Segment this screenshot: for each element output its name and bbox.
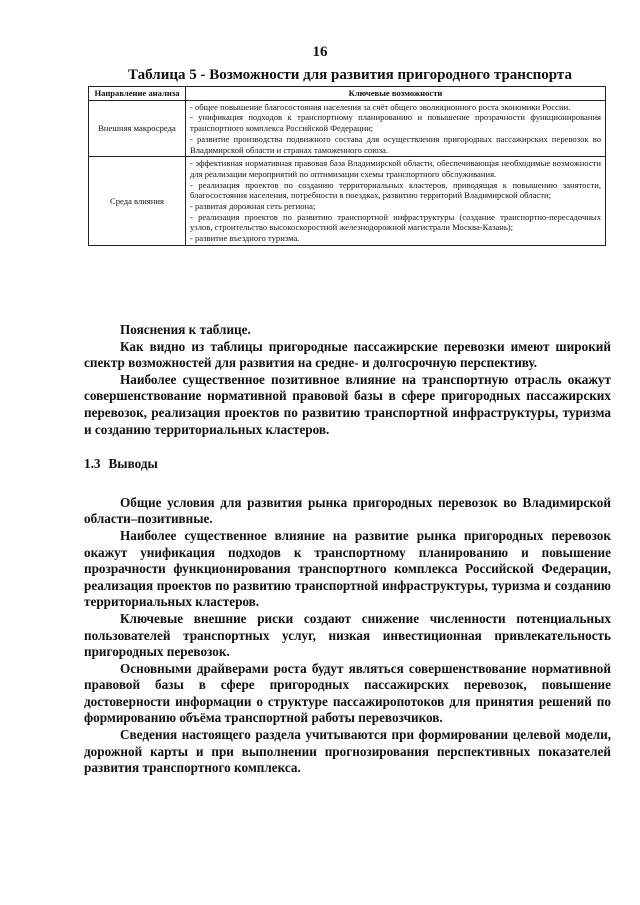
opportunities-table [88,86,606,246]
explanation-paragraph: Наиболее существенное позитивное влияние на транспортную отрасль окажут совершенствование нормативной правовой базы в сфере пригородных пассажирских перевозок, реализация проектов по развитию транспортной инфраструктуры, туризма и созданию территориальных кластеров. [84,371,611,437]
row-opportunities [186,157,606,246]
explanation-paragraph: Как видно из таблицы пригородные пассажирские перевозки имеют широкий спектр возможностей для развития на средне- и долгосрочную перспективу. [84,338,611,371]
section-heading [84,456,611,473]
row-direction: Среда влияния [89,157,186,246]
table-caption: Таблица 5 - Возможности для развития пригородного транспорта [128,67,572,83]
list-item: - эффективная нормативная правовая база Владимирской области, обеспечивающая необходимые возможности для реализации мероприятий по оптимизации схемы транспортного обслуживания. [190,158,601,179]
list-item: - унификация подходов к транспортному планированию и повышение прозрачности функционирования транспортного комплекса Российской Федерации; [190,112,601,134]
page-number: 16 [312,44,328,60]
row-direction: Внешняя макросреда [89,100,186,157]
list-item: - развитие производства подвижного состава для осуществления пригородных пассажирских перевозок во Владимирской области и странах таможенного союза. [190,133,601,155]
explanations-label: Пояснения к таблице. [120,322,251,337]
section-paragraph: Ключевые внешние риски создают снижение численности потенциальных пользователей транспортных услуг, низкая инвестиционная привлекательность пригородных перевозок. [84,610,611,660]
table-row [89,157,606,246]
row-opportunities [186,100,606,157]
list-item: - развитие въездного туризма. [190,233,300,244]
document-body [84,322,611,777]
header-direction: Направление анализа [89,87,186,101]
table-row [89,100,606,157]
section-paragraph: Общие условия для развития рынка пригородных перевозок во Владимирской области–позитивные. [84,494,611,527]
section-paragraph: Основными драйверами роста будут являться совершенствование нормативной правовой базы в сфере пригородных пассажирских перевозок, повышение достоверности информации о структуре пассажиропотоков для принятия решений по формированию объёма транспортной работы перевозчиков. [84,660,611,726]
section-paragraph: Наиболее существенное влияние на развитие рынка пригородных перевозок окажут унификация подходов к транспортному планированию и повышение прозрачности функционирования транспортного комплекса Российской Федерации, реализация проектов по развитию транспортной инфраструктуры, туризма и созданию территориальных кластеров. [84,527,611,610]
list-item: - развитая дорожная сеть региона; [190,201,316,212]
section-title: Выводы [108,456,158,472]
section-number: 1.3 [84,456,101,472]
table-header-row [89,87,606,101]
header-opportunities: Ключевые возможности [186,87,606,101]
list-item: - реализация проектов по развитию транспортной инфраструктуры (создание транспортно-пересадочных узлов, строительство высокоскоростной железнодорожной магистрали Москва-Казань); [190,211,601,233]
list-item: - реализация проектов по созданию территориальных кластеров, приводящая к повышению занятости, благосостояния населения, потребности в поездках, развитию территорий Владимирской области; [190,179,601,201]
section-paragraph: Сведения настоящего раздела учитываются при формировании целевой модели, дорожной карты и при выполнении прогнозирования перспективных показателей развития транспортного комплекса. [84,727,611,776]
list-item: - общее повышение благосостояния населения за счёт общего эволюционного роста экономики России. [190,101,571,112]
